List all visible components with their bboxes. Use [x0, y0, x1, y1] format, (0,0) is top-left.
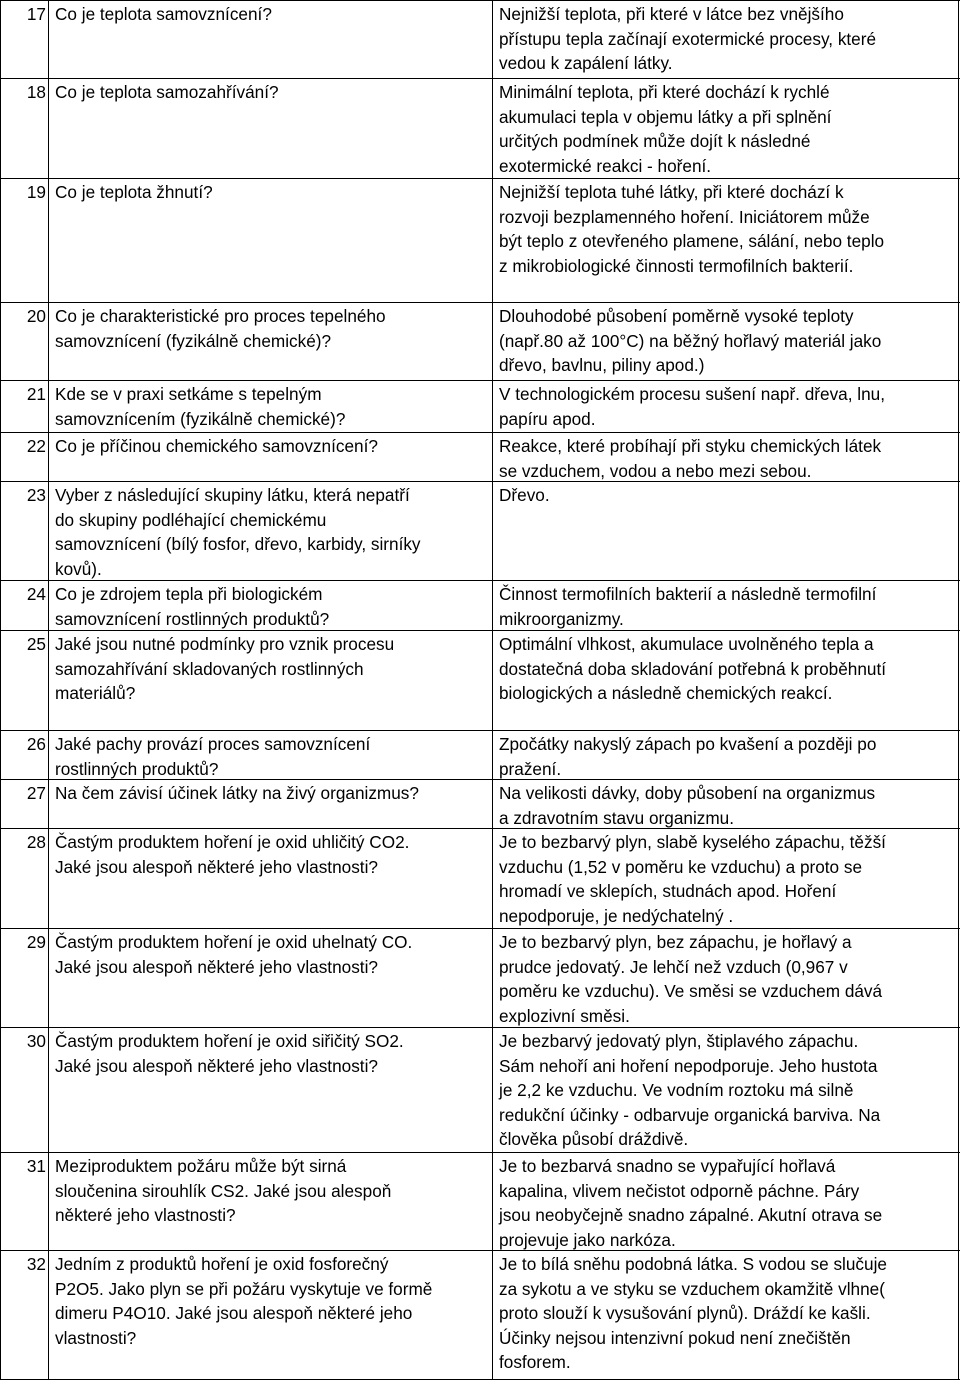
table-row	[0, 432, 960, 482]
table-row	[0, 828, 960, 930]
table-row	[0, 78, 960, 180]
answer-cell: Je to bezbarvý plyn, bez zápachu, je hořlavý a prudce jedovatý. Je lehčí než vzduch (0,967 v poměru ke vzduchu). Ve směsi se vzduchem dává explozivní směsi.	[499, 932, 883, 1026]
row-number: 28	[26, 832, 46, 852]
row-number: 17	[26, 4, 46, 24]
table-row	[0, 580, 960, 631]
table-row	[0, 1027, 960, 1154]
answer-cell: V technologickém procesu sušení např. dřeva, lnu, papíru apod.	[499, 384, 885, 429]
row-number: 31	[26, 1156, 46, 1176]
question-cell: Kde se v praxi setkáme s tepelným samovznícením (fyzikálně chemické)?	[55, 384, 346, 429]
answer-cell: Nejnižší teplota, při které v látce bez vnějšího přístupu tepla začínají exotermické procesy, které vedou k zapálení látky.	[499, 4, 877, 74]
question-cell: Častým produktem hoření je oxid uhelnatý CO. Jaké jsou alespoň některé jeho vlastnosti?	[55, 932, 413, 977]
question-cell: Meziproduktem požáru může být sirná sloučenina sirouhlík CS2. Jaké jsou alespoň některé jeho vlastnosti?	[55, 1156, 392, 1226]
table-row	[0, 178, 960, 302]
table-row	[0, 1152, 960, 1252]
row-number: 30	[26, 1031, 46, 1051]
table-row	[0, 928, 960, 1028]
answer-cell: Na velikosti dávky, doby působení na organizmus a zdravotním stavu organizmu.	[499, 783, 876, 828]
question-cell: Jedním z produktů hoření je oxid fosforečný P2O5. Jako plyn se při požáru vyskytuje ve formě dimeru P4O10. Jaké jsou alespoň některé jeho vlastnosti?	[55, 1254, 433, 1348]
row-number: 18	[26, 82, 46, 102]
question-cell: Co je charakteristické pro proces tepelného samovznícení (fyzikálně chemické)?	[55, 306, 386, 351]
answer-cell: Je to bezbarvý plyn, slabě kyselého zápachu, těžší vzduchu (1,52 v poměru ke vzduchu) a proto se hromadí ve sklepích, studnách apod. Hoření nepodporuje, je nedýchatelný .	[499, 832, 886, 926]
row-number: 21	[26, 384, 46, 404]
question-cell: Jaké pachy provází proces samovznícení rostlinných produktů?	[55, 734, 371, 779]
question-cell: Co je teplota samozahřívání?	[55, 82, 279, 102]
table-row	[0, 380, 960, 435]
row-number: 24	[26, 584, 46, 604]
answer-cell: Dřevo.	[499, 485, 550, 505]
answer-cell: Minimální teplota, při které dochází k rychlé akumulaci tepla v objemu látky a při splnění určitých podmínek může dojít k následné exotermické reakci - hoření.	[499, 82, 832, 176]
table-row	[0, 481, 960, 582]
answer-cell: Činnost termofilních bakterií a následně termofilní mikroorganizmy.	[499, 584, 877, 629]
question-cell: Co je teplota samovznícení?	[55, 4, 272, 24]
row-number: 23	[26, 485, 46, 505]
row-number: 32	[26, 1254, 46, 1274]
answer-cell: Reakce, které probíhají při styku chemických látek se vzduchem, vodou a nebo mezi sebou.	[499, 436, 882, 481]
answer-cell: Optimální vlhkost, akumulace uvolněného tepla a dostatečná doba skladování potřebná k proběhnutí biologických a následně chemických reakcí.	[499, 634, 887, 704]
question-cell: Častým produktem hoření je oxid uhličitý CO2. Jaké jsou alespoň některé jeho vlastnosti?	[55, 832, 410, 877]
row-number: 27	[26, 783, 46, 803]
question-cell: Jaké jsou nutné podmínky pro vznik procesu samozahřívání skladovaných rostlinných materiálů?	[55, 634, 395, 704]
table-row	[0, 630, 960, 730]
table-row	[0, 0, 960, 87]
question-cell: Co je zdrojem tepla při biologickém samovznícení rostlinných produktů?	[55, 584, 330, 629]
row-number: 25	[26, 634, 46, 654]
answer-cell: Je to bílá sněhu podobná látka. S vodou se slučuje za sykotu a ve styku se vzduchem okamžitě vlhne( proto slouží k vysušování plynů). Dráždí ke kašli. Účinky nejsou intenzivní pokud není znečištěn fosforem.	[499, 1254, 887, 1373]
row-number: 29	[26, 932, 46, 952]
table-row	[0, 730, 960, 781]
answer-cell: Je to bezbarvá snadno se vypařující hořlavá kapalina, vlivem nečistot odporně páchne. Páry jsou neobyčejně snadno zápalné. Akutní otrava se projevuje jako narkóza.	[499, 1156, 883, 1250]
question-cell: Častým produktem hoření je oxid siřičitý SO2. Jaké jsou alespoň některé jeho vlastnosti?	[55, 1031, 404, 1076]
table-row	[0, 1250, 960, 1380]
table-row	[0, 302, 960, 382]
row-number: 22	[26, 436, 46, 456]
row-number: 19	[26, 182, 46, 202]
row-number: 20	[26, 306, 46, 326]
answer-cell: Zpočátky nakyslý zápach po kvašení a později po pražení.	[499, 734, 877, 779]
answer-cell: Je bezbarvý jedovatý plyn, štiplavého zápachu. Sám nehoří ani hoření nepodporuje. Jeho hustota je 2,2 ke vzduchu. Ve vodním roztoku má silně redukční účinky - odbarvuje organická barviva. Na člověka působí dráždivě.	[499, 1031, 881, 1150]
question-cell: Co je teplota žhnutí?	[55, 182, 213, 202]
question-cell: Vyber z následující skupiny látku, která nepatří do skupiny podléhající chemickému samovznícení (bílý fosfor, dřevo, karbidy, sirníky kovů).	[55, 485, 421, 579]
answer-cell: Dlouhodobé působení poměrně vysoké teploty (např.80 až 100°C) na běžný hořlavý materiál jako dřevo, bavlnu, piliny apod.)	[499, 306, 882, 376]
row-number: 26	[26, 734, 46, 754]
table-row	[0, 779, 960, 830]
question-cell: Co je příčinou chemického samovznícení?	[55, 436, 378, 456]
question-cell: Na čem závisí účinek látky na živý organizmus?	[55, 783, 419, 803]
answer-cell: Nejnižší teplota tuhé látky, při které dochází k rozvoji bezplamenného hoření. Iniciátorem může být teplo z otevřeného plamene, sálání, nebo teplo z mikrobiologické činnosti termofilních bakterií.	[499, 182, 885, 276]
